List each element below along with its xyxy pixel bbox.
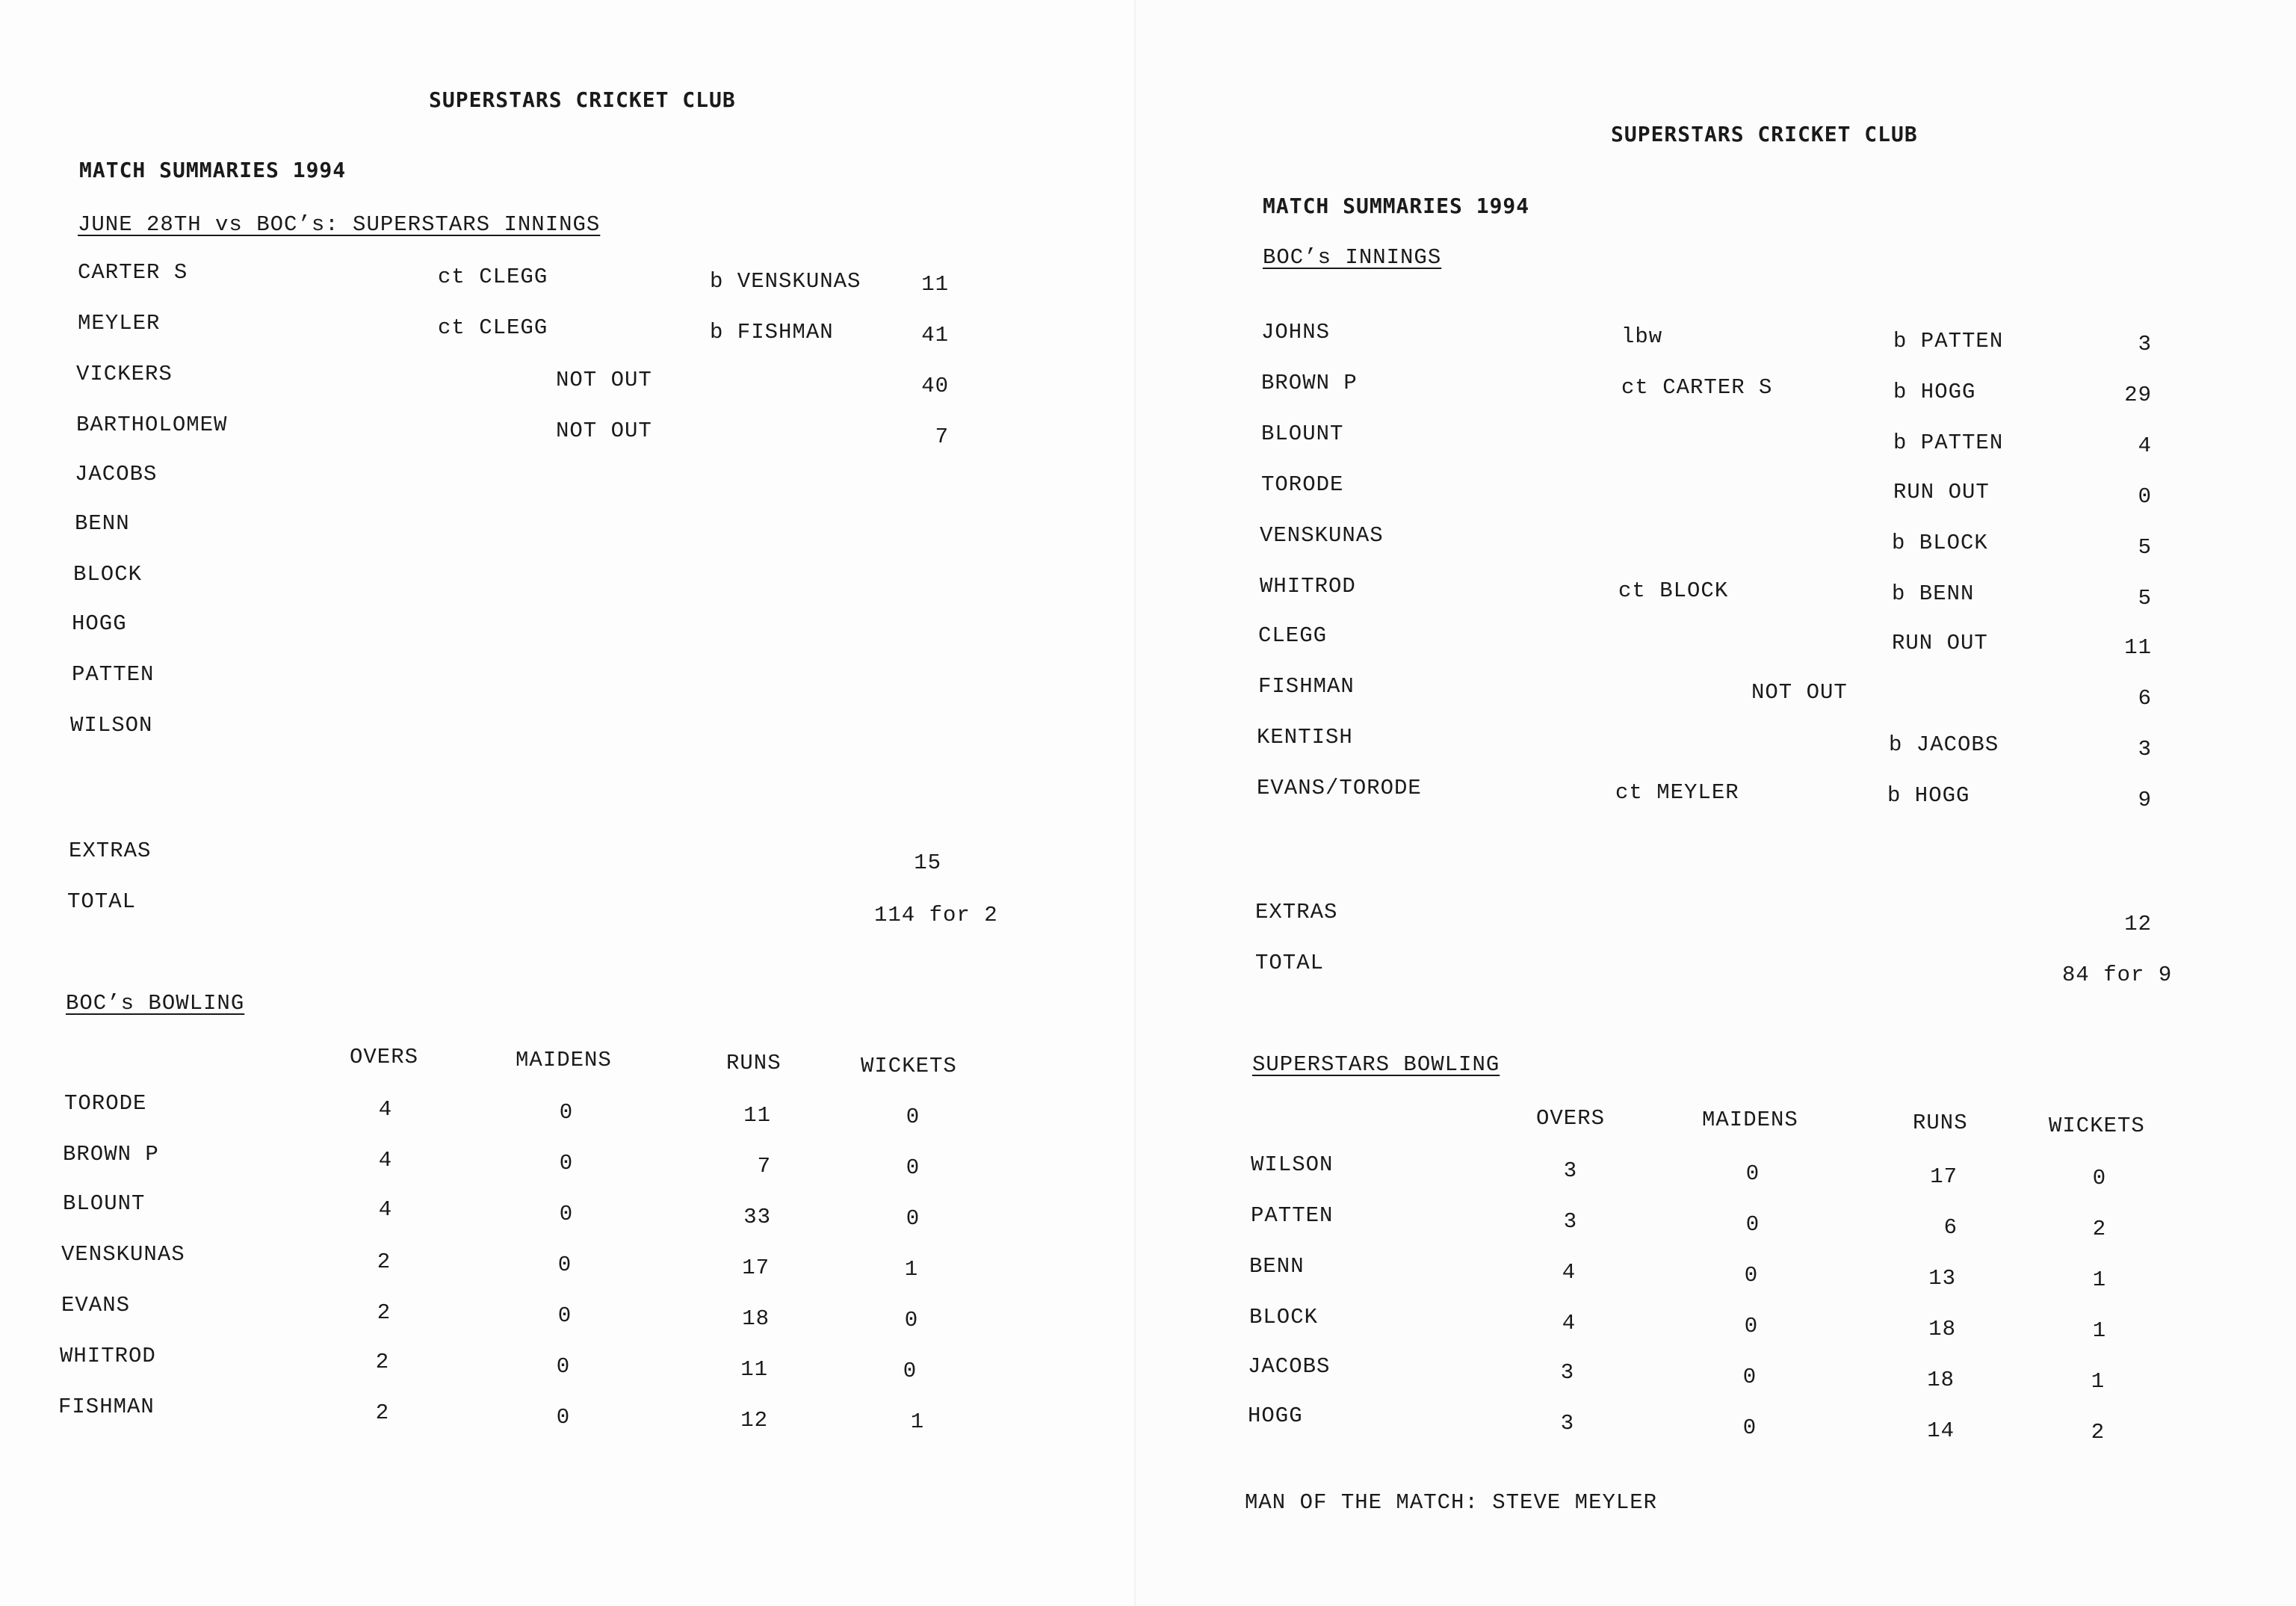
bowler-runs: 12 — [740, 1408, 768, 1433]
batsman-name: VICKERS — [76, 362, 173, 386]
total-label: TOTAL — [67, 889, 137, 914]
total-label: TOTAL — [1255, 951, 1325, 975]
bowler-overs: 4 — [378, 1148, 393, 1173]
bowler-overs: 3 — [1563, 1158, 1578, 1183]
bowler-name: JACOBS — [1248, 1354, 1331, 1379]
dismissal-bowler: RUN OUT — [1892, 631, 1988, 655]
bowler-maidens: 0 — [557, 1253, 572, 1277]
bowler-name: PATTEN — [1251, 1203, 1334, 1228]
dismissal-bowler: RUN OUT — [1893, 480, 1990, 504]
bowler-maidens: 0 — [1742, 1415, 1757, 1440]
batsman-runs: 11 — [921, 272, 949, 297]
bowler-overs: 2 — [377, 1250, 392, 1274]
bowler-overs: 4 — [378, 1097, 393, 1122]
batsman-name: WILSON — [70, 713, 153, 738]
man-of-the-match: MAN OF THE MATCH: STEVE MEYLER — [1245, 1490, 1658, 1515]
batsman-name: BARTHOLOMEW — [76, 413, 228, 437]
bowler-runs: 11 — [740, 1357, 768, 1382]
bowler-wickets: 2 — [2091, 1420, 2105, 1445]
bowler-wickets: 0 — [2092, 1166, 2107, 1190]
batsman-runs: 29 — [2124, 383, 2152, 407]
bowler-runs: 14 — [1927, 1418, 1955, 1443]
bowler-maidens: 0 — [559, 1202, 574, 1226]
bowler-name: BROWN P — [63, 1142, 159, 1167]
bowler-wickets: 1 — [904, 1257, 919, 1282]
batsman-name: BLOUNT — [1261, 421, 1344, 446]
batsman-name: KENTISH — [1257, 725, 1353, 750]
bowler-maidens: 0 — [1744, 1263, 1759, 1288]
bowler-overs: 3 — [1560, 1411, 1575, 1436]
bowling-heading: SUPERSTARS BOWLING — [1252, 1052, 1500, 1077]
total-value: 114 for 2 — [874, 903, 998, 927]
maidens-header: MAIDENS — [1702, 1108, 1798, 1132]
bowler-maidens: 0 — [559, 1151, 574, 1176]
summary-title: MATCH SUMMARIES 1994 — [1263, 194, 1530, 218]
runs-header: RUNS — [1913, 1111, 1968, 1135]
extras-label: EXTRAS — [1255, 900, 1338, 924]
batsman-name: CLEGG — [1258, 623, 1328, 648]
batsman-runs: 11 — [2124, 635, 2152, 660]
bowler-runs: 11 — [743, 1103, 771, 1128]
wickets-header: WICKETS — [861, 1054, 957, 1078]
total-value: 84 for 9 — [2062, 963, 2173, 987]
bowler-name: VENSKUNAS — [61, 1242, 185, 1267]
overs-header: OVERS — [1536, 1106, 1606, 1131]
batsman-name: VENSKUNAS — [1260, 523, 1384, 548]
batsman-name: HOGG — [72, 611, 127, 636]
extras-value: 12 — [2124, 912, 2152, 936]
bowler-runs: 33 — [743, 1205, 771, 1229]
innings-heading: BOC’s INNINGS — [1263, 245, 1442, 270]
dismissal-bowler: b PATTEN — [1893, 329, 2004, 353]
bowler-runs: 17 — [742, 1256, 770, 1280]
bowler-runs: 17 — [1930, 1164, 1958, 1189]
bowler-overs: 2 — [377, 1300, 392, 1325]
bowler-name: BLOUNT — [63, 1191, 146, 1216]
bowler-wickets: 0 — [904, 1308, 919, 1332]
bowler-maidens: 0 — [1745, 1161, 1760, 1186]
bowler-overs: 2 — [375, 1400, 390, 1425]
dismissal-bowler: b PATTEN — [1893, 430, 2004, 455]
dismissal-bowler: b BENN — [1892, 581, 1975, 606]
wickets-header: WICKETS — [2049, 1114, 2145, 1138]
extras-value: 15 — [914, 850, 941, 875]
batsman-runs: 5 — [2138, 535, 2152, 560]
bowler-wickets: 0 — [906, 1155, 920, 1180]
bowler-wickets: 1 — [2092, 1267, 2107, 1292]
bowler-overs: 4 — [1562, 1260, 1576, 1285]
batsman-name: BROWN P — [1261, 371, 1358, 395]
right-page — [1136, 0, 2296, 1606]
bowler-name: BLOCK — [1249, 1305, 1319, 1329]
batsman-name: BENN — [75, 511, 130, 536]
batsman-name: TORODE — [1261, 472, 1344, 497]
summary-title: MATCH SUMMARIES 1994 — [79, 158, 347, 182]
batsman-name: JOHNS — [1261, 320, 1331, 345]
dismissal-bowler: b FISHMAN — [710, 320, 834, 345]
dismissal-fielder: lbw — [1621, 324, 1663, 349]
bowler-wickets: 0 — [906, 1105, 920, 1129]
bowler-runs: 13 — [1928, 1266, 1956, 1291]
batsman-name: WHITROD — [1260, 574, 1356, 599]
dismissal-bowler: b BLOCK — [1892, 531, 1988, 555]
bowler-runs: 18 — [1928, 1317, 1956, 1341]
batsman-runs: 41 — [921, 323, 949, 348]
bowler-maidens: 0 — [557, 1303, 572, 1328]
batsman-runs: 9 — [2138, 788, 2152, 812]
bowler-overs: 2 — [375, 1350, 390, 1374]
batsman-runs: 7 — [935, 424, 949, 449]
bowler-maidens: 0 — [1742, 1365, 1757, 1389]
bowler-overs: 3 — [1563, 1209, 1578, 1234]
bowler-maidens: 0 — [559, 1100, 574, 1125]
batsman-runs: 6 — [2138, 686, 2152, 711]
dismissal-fielder: ct MEYLER — [1615, 780, 1739, 805]
bowler-runs: 18 — [742, 1306, 770, 1331]
bowler-name: EVANS — [61, 1293, 131, 1318]
bowler-overs: 4 — [378, 1197, 393, 1222]
bowler-overs: 4 — [1562, 1311, 1576, 1335]
batsman-runs: 3 — [2138, 332, 2152, 356]
bowling-heading: BOC’s BOWLING — [66, 991, 245, 1016]
dismissal-bowler: b HOGG — [1893, 380, 1976, 404]
left-page — [0, 0, 1136, 1606]
dismissal-status: NOT OUT — [556, 368, 652, 392]
bowler-runs: 6 — [1943, 1215, 1958, 1240]
bowler-maidens: 0 — [1744, 1314, 1759, 1338]
batsman-runs: 4 — [2138, 433, 2152, 458]
dismissal-fielder: ct BLOCK — [1618, 578, 1729, 603]
club-title: SUPERSTARS CRICKET CLUB — [1611, 122, 1918, 146]
bowler-maidens: 0 — [556, 1354, 571, 1379]
club-title: SUPERSTARS CRICKET CLUB — [429, 87, 736, 112]
dismissal-fielder: ct CARTER S — [1621, 375, 1773, 400]
dismissal-bowler: b JACOBS — [1889, 732, 1999, 757]
bowler-name: TORODE — [64, 1091, 147, 1116]
innings-heading: JUNE 28TH vs BOC’s: SUPERSTARS INNINGS — [78, 212, 601, 237]
dismissal-fielder: ct CLEGG — [438, 265, 548, 289]
bowler-overs: 3 — [1560, 1360, 1575, 1385]
bowler-runs: 7 — [757, 1154, 771, 1179]
bowler-name: HOGG — [1248, 1403, 1303, 1428]
bowler-wickets: 0 — [903, 1359, 918, 1383]
batsman-name: PATTEN — [72, 662, 155, 687]
bowler-name: WILSON — [1251, 1152, 1334, 1177]
batsman-name: JACOBS — [75, 462, 158, 487]
batsman-runs: 3 — [2138, 737, 2152, 762]
bowler-wickets: 1 — [2091, 1369, 2105, 1394]
maidens-header: MAIDENS — [516, 1048, 612, 1072]
overs-header: OVERS — [350, 1045, 419, 1069]
dismissal-status: NOT OUT — [1751, 680, 1848, 705]
bowler-name: FISHMAN — [58, 1395, 155, 1419]
batsman-runs: 40 — [921, 374, 949, 398]
dismissal-status: NOT OUT — [556, 419, 652, 443]
dismissal-bowler: b VENSKUNAS — [710, 269, 861, 294]
dismissal-bowler: b HOGG — [1887, 783, 1970, 808]
bowler-wickets: 0 — [906, 1206, 920, 1231]
runs-header: RUNS — [726, 1051, 782, 1075]
extras-label: EXTRAS — [69, 838, 152, 863]
dismissal-fielder: ct CLEGG — [438, 315, 548, 340]
bowler-runs: 18 — [1927, 1368, 1955, 1392]
batsman-name: FISHMAN — [1258, 674, 1355, 699]
bowler-name: BENN — [1249, 1254, 1305, 1279]
bowler-wickets: 1 — [2092, 1318, 2107, 1343]
bowler-name: WHITROD — [60, 1344, 156, 1368]
batsman-runs: 5 — [2138, 586, 2152, 611]
batsman-name: MEYLER — [78, 311, 161, 336]
batsman-name: CARTER S — [78, 260, 188, 285]
bowler-maidens: 0 — [556, 1405, 571, 1430]
batsman-name: BLOCK — [73, 562, 143, 587]
bowler-wickets: 2 — [2092, 1217, 2107, 1241]
batsman-name: EVANS/TORODE — [1257, 776, 1422, 800]
bowler-maidens: 0 — [1745, 1212, 1760, 1237]
bowler-wickets: 1 — [910, 1409, 925, 1434]
batsman-runs: 0 — [2138, 484, 2152, 509]
